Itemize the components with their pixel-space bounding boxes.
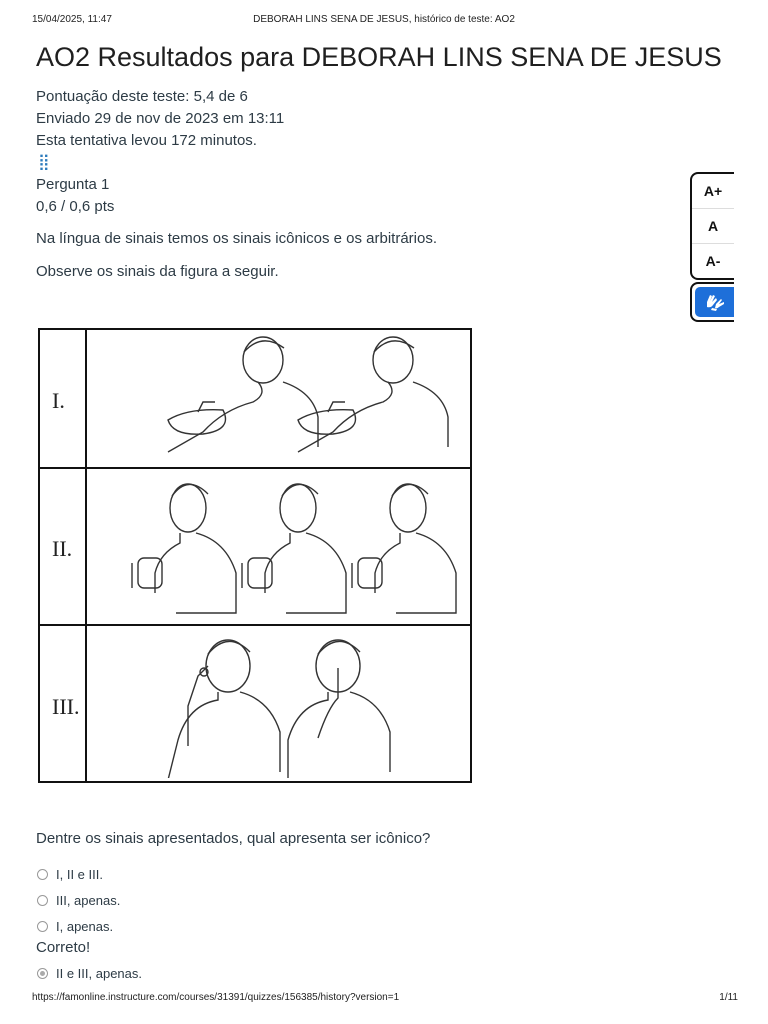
answer-option[interactable] — [37, 867, 103, 882]
figure-row-label: I. — [52, 388, 65, 413]
print-title: DEBORAH LINS SENA DE JESUS, histórico de teste: AO2 — [253, 14, 515, 25]
answer-option[interactable] — [37, 919, 113, 934]
duration-text: Esta tentativa levou 172 minutos. — [36, 132, 257, 149]
font-decrease-button[interactable]: A- — [705, 253, 721, 269]
print-page-number: 1/11 — [719, 992, 738, 1003]
score-text: Pontuação deste teste: 5,4 de 6 — [36, 88, 248, 105]
sign-language-figure — [38, 328, 472, 783]
answer-option-selected[interactable] — [37, 966, 142, 981]
question-text-2: Observe os sinais da figura a seguir. — [36, 263, 279, 280]
print-url: https://famonline.instructure.com/courses/31391/quizzes/156385/history?version=1 — [32, 992, 400, 1003]
submitted-text: Enviado 29 de nov de 2023 em 13:11 — [36, 110, 285, 127]
font-increase-button[interactable]: A+ — [692, 174, 734, 209]
answer-option-label: II e III, apenas. — [56, 966, 142, 981]
question-prompt: Dentre os sinais apresentados, qual apresenta ser icônico? — [36, 830, 431, 847]
radio-button[interactable] — [37, 895, 48, 906]
radio-button[interactable] — [37, 869, 48, 880]
correct-feedback: Correto! — [36, 939, 91, 956]
drag-handle-icon[interactable]: ⣿ — [38, 154, 49, 171]
hands-sign-icon — [704, 292, 726, 312]
question-points: 0,6 / 0,6 pts — [36, 198, 115, 215]
radio-button[interactable] — [37, 921, 48, 932]
sign-illustration-row-2 — [88, 470, 468, 622]
figure-row-label: II. — [52, 536, 73, 561]
answer-option-label: III, apenas. — [56, 893, 121, 908]
sign-illustration-row-3 — [88, 628, 468, 778]
print-datetime: 15/04/2025, 11:47 — [32, 14, 112, 25]
figure-row-label: III. — [52, 694, 80, 719]
radio-button-selected[interactable] — [37, 968, 48, 979]
answer-option-label: I, apenas. — [56, 919, 114, 934]
sign-illustration-row-1 — [88, 332, 468, 466]
answer-option[interactable] — [37, 893, 120, 908]
answer-option-label: I, II e III. — [56, 867, 103, 882]
font-size-controls — [690, 172, 734, 280]
question-label: Pergunta 1 — [36, 176, 110, 193]
font-reset-button[interactable]: A — [692, 209, 734, 244]
sign-language-widget-button[interactable] — [690, 282, 734, 322]
page-title: AO2 Resultados para DEBORAH LINS SENA DE JESUS — [36, 42, 722, 72]
question-text-1: Na língua de sinais temos os sinais icônicos e os arbitrários. — [36, 230, 438, 247]
